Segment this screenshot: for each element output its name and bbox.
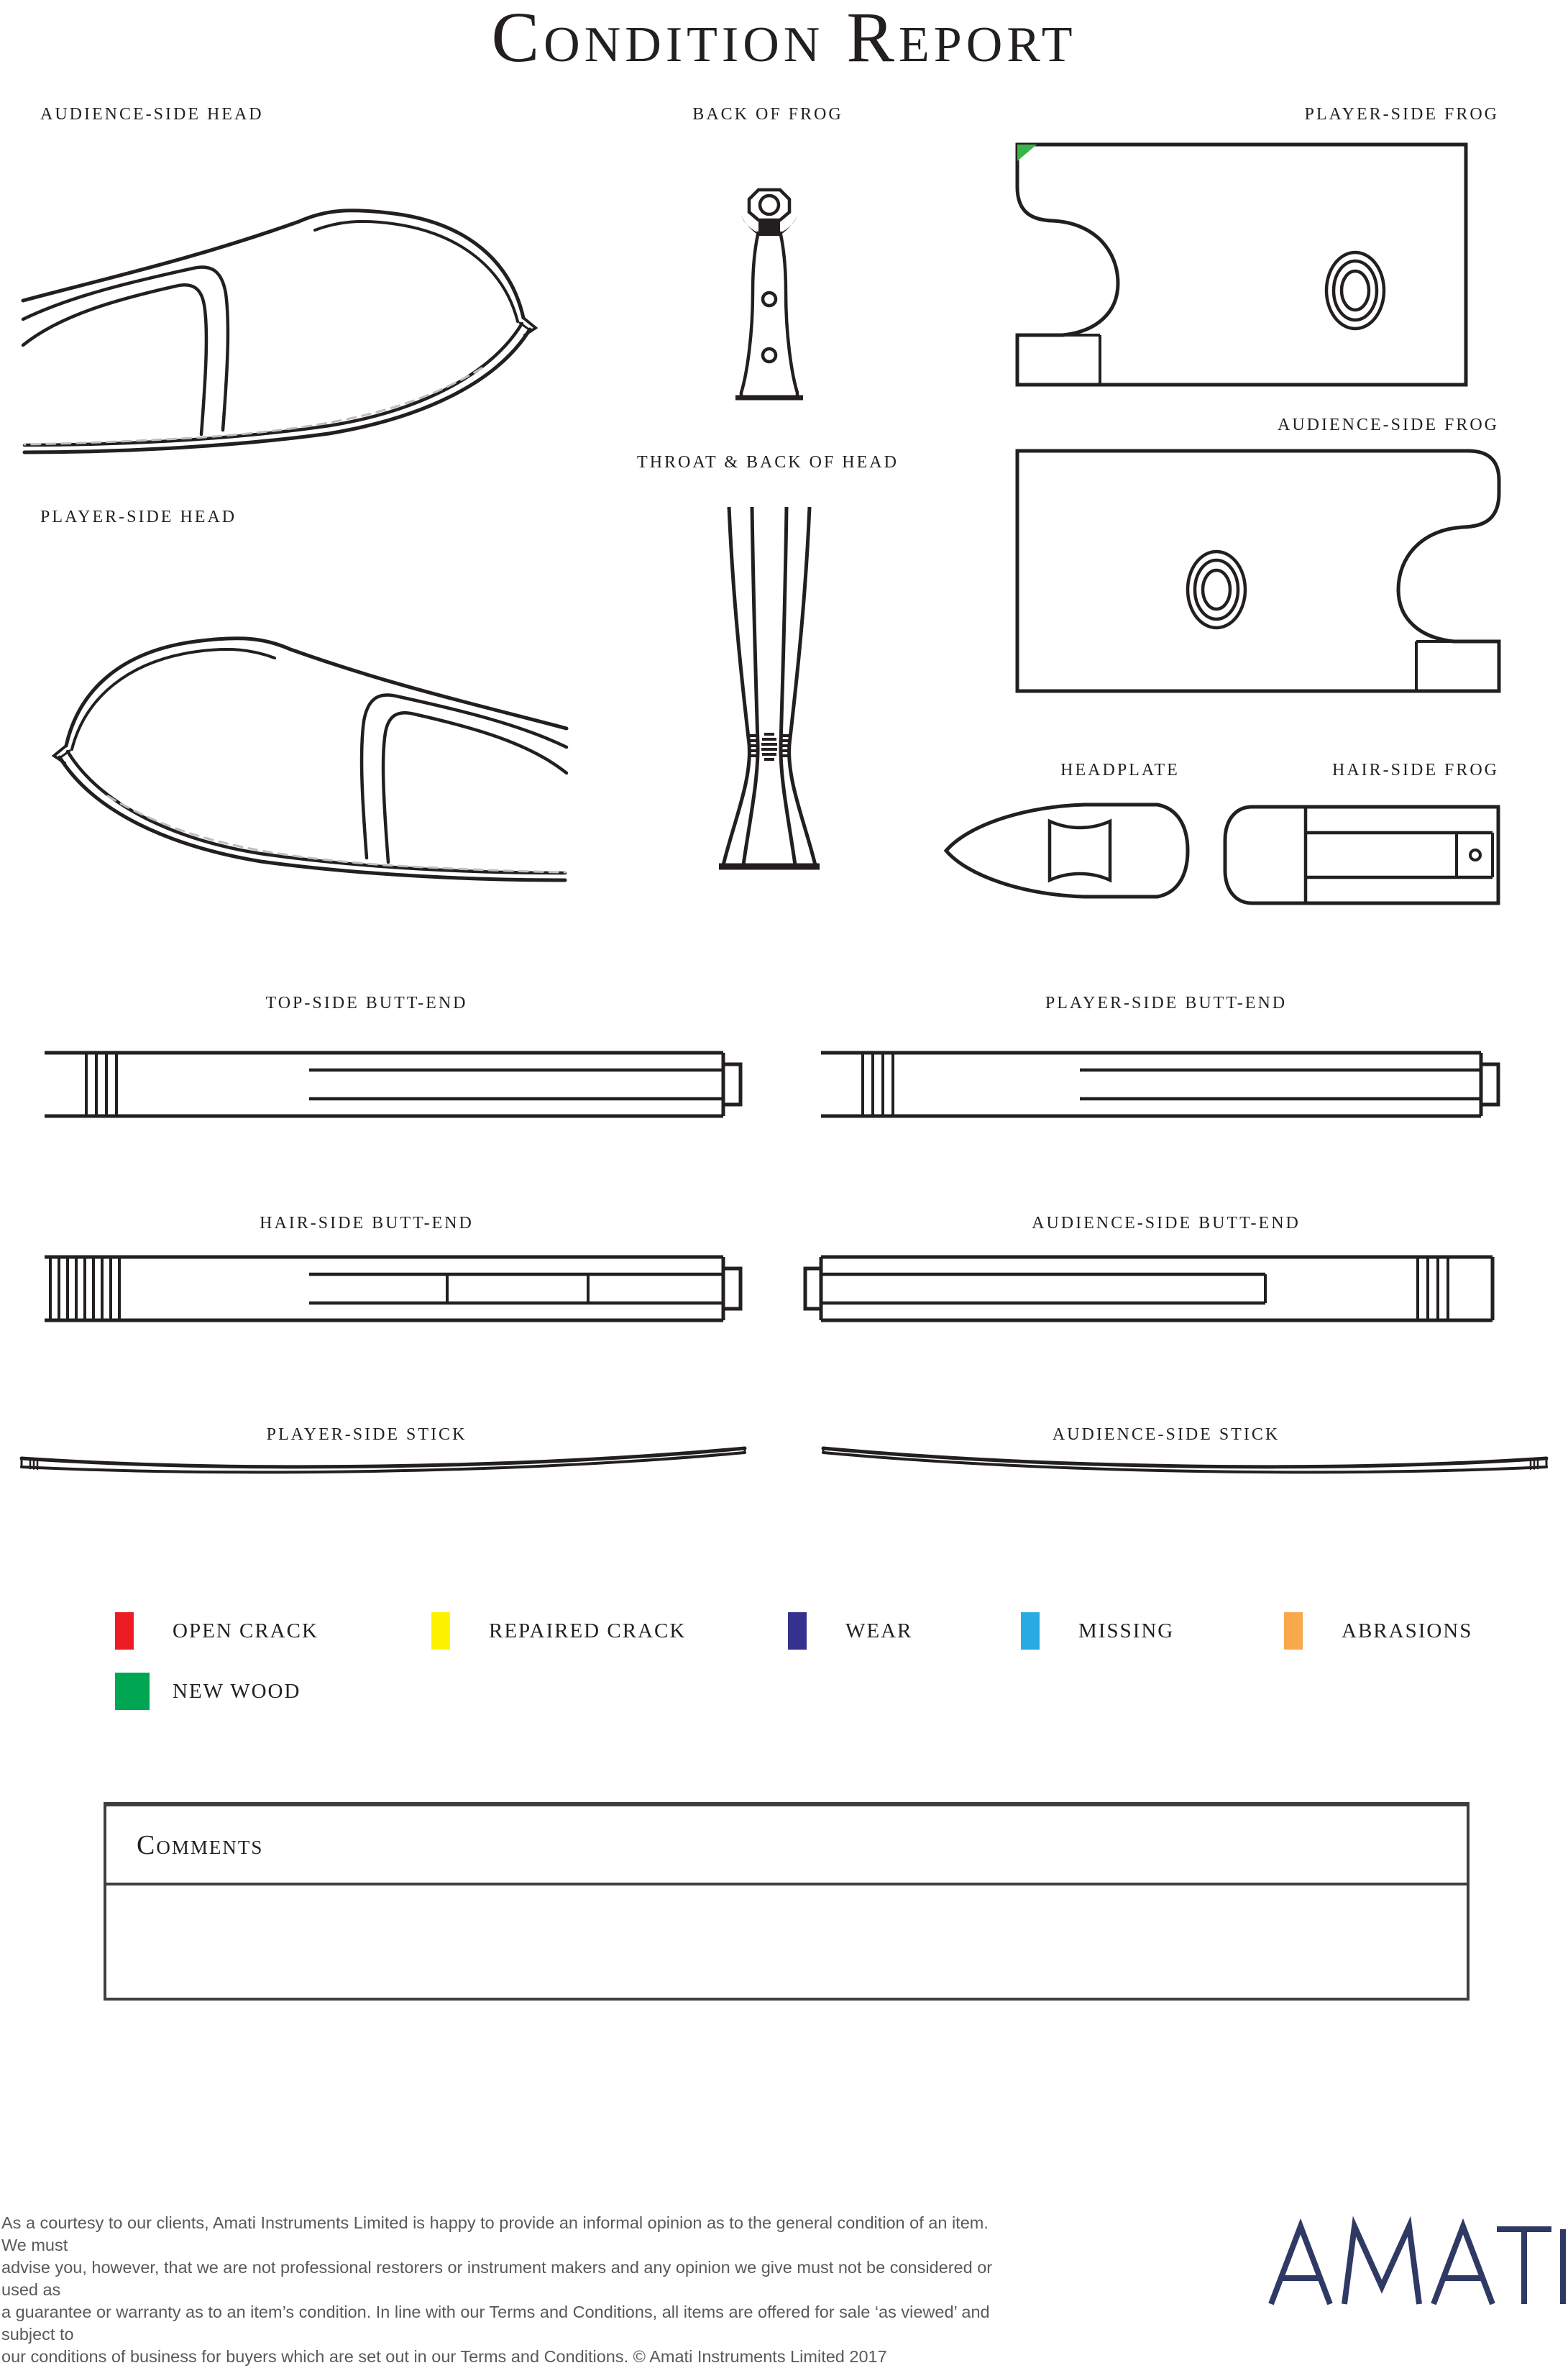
legend-label-open-crack: OPEN CRACK (173, 1619, 318, 1642)
audience-side-frog-drawing (1015, 449, 1501, 693)
hair-side-frog-drawing (1219, 804, 1501, 906)
legend-swatch-abrasions (1284, 1612, 1303, 1650)
label-player-side-butt-end: PLAYER-SIDE BUTT-END (1045, 994, 1288, 1012)
label-audience-side-head: AUDIENCE-SIDE HEAD (40, 105, 264, 124)
legend-swatch-repaired-crack (431, 1612, 450, 1650)
label-throat-back-of-head: THROAT & BACK OF HEAD (637, 453, 899, 472)
headplate-drawing (942, 800, 1193, 902)
comments-title: Comments (137, 1830, 264, 1860)
footer-line: a guarantee or warranty as to an item’s condition. In line with our Terms and Conditions, all items are offered for sale ‘as viewed’ and subject to (1, 2303, 990, 2344)
legend-swatch-wear (788, 1612, 807, 1650)
label-hair-side-frog: HAIR-SIDE FROG (1331, 761, 1499, 780)
legend-label-missing: MISSING (1078, 1619, 1175, 1642)
label-top-side-butt-end: TOP-SIDE BUTT-END (265, 994, 468, 1012)
comments-body (106, 1885, 1467, 1998)
label-player-side-frog: PLAYER-SIDE FROG (1304, 105, 1499, 124)
legend-swatch-open-crack (115, 1612, 134, 1650)
hair-side-butt-end-drawing (45, 1254, 749, 1323)
legend-label-abrasions: ABRASIONS (1342, 1619, 1473, 1642)
footer-line: our conditions of business for buyers which are set out in our Terms and Conditions. © Amati Instruments Limited 2017 (1, 2347, 887, 2366)
top-side-butt-end-drawing (45, 1050, 749, 1119)
audience-side-stick-drawing (820, 1443, 1548, 1478)
player-side-frog-drawing (1015, 142, 1468, 387)
label-headplate: HEADPLATE (1060, 761, 1180, 780)
throat-back-of-head-drawing (719, 507, 820, 870)
label-player-side-stick: PLAYER-SIDE STICK (266, 1425, 467, 1444)
label-player-side-head: PLAYER-SIDE HEAD (40, 508, 237, 526)
back-of-frog-drawing (723, 184, 816, 403)
footer-disclaimer (1, 2212, 1008, 2368)
comments-header (106, 1806, 1467, 1885)
legend-label-new-wood: NEW WOOD (173, 1680, 301, 1703)
legend-swatch-missing (1021, 1612, 1040, 1650)
page-title: Condition Report (491, 0, 1077, 77)
legend-label-repaired-crack: REPAIRED CRACK (489, 1619, 687, 1642)
label-audience-side-stick: AUDIENCE-SIDE STICK (1052, 1425, 1280, 1444)
audience-side-butt-end-drawing (805, 1254, 1508, 1323)
new-wood-mark (1017, 145, 1037, 161)
legend-label-wear: WEAR (845, 1619, 913, 1642)
label-audience-side-frog: AUDIENCE-SIDE FROG (1278, 416, 1499, 434)
footer-line: advise you, however, that we are not professional restorers or instrument makers and any opinion we give must not be considered or used as (1, 2258, 993, 2299)
amati-logo (1270, 2223, 1566, 2304)
amati-logo-drawing (1270, 2223, 1566, 2304)
player-side-stick-drawing (20, 1443, 748, 1478)
label-back-of-frog: BACK OF FROG (692, 105, 843, 124)
comments-box (104, 1802, 1470, 2001)
footer-line: As a courtesy to our clients, Amati Instruments Limited is happy to provide an informal opinion as to the general condition of an item. We must (1, 2213, 989, 2254)
player-side-butt-end-drawing (821, 1050, 1508, 1119)
audience-side-head-drawing (22, 137, 568, 453)
label-hair-side-butt-end: HAIR-SIDE BUTT-END (260, 1214, 474, 1233)
player-side-head-drawing (22, 564, 568, 881)
legend-swatch-new-wood (115, 1673, 150, 1710)
label-audience-side-butt-end: AUDIENCE-SIDE BUTT-END (1032, 1214, 1301, 1233)
